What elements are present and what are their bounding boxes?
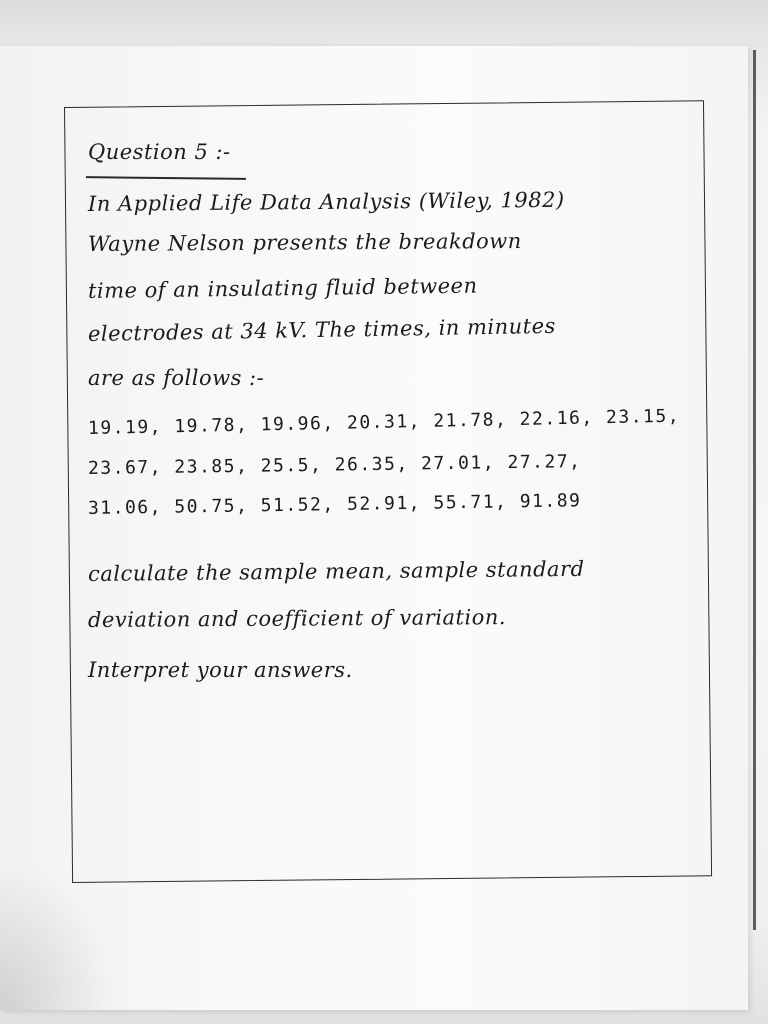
statement-line-5: are as follows :- bbox=[88, 366, 265, 390]
statement-line-2: Wayne Nelson presents the breakdown bbox=[87, 228, 522, 256]
data-values-line-1: 19.19, 19.78, 19.96, 20.31, 21.78, 22.16, 23.15, bbox=[87, 405, 681, 439]
statement-line-1: In Applied Life Data Analysis (Wiley, 1982) bbox=[87, 187, 565, 216]
statement-line-4: electrodes at 34 kV. The times, in minutes bbox=[87, 313, 557, 346]
sheet-edge-line bbox=[753, 50, 756, 930]
statement-line-3: time of an insulating fluid between bbox=[87, 273, 478, 303]
task-line-2: deviation and coefficient of variation. bbox=[87, 605, 507, 632]
question-heading: Question 5 :- bbox=[88, 140, 231, 164]
data-values-line-2: 23.67, 23.85, 25.5, 26.35, 27.01, 27.27, bbox=[87, 451, 582, 479]
task-line-3: Interpret your answers. bbox=[88, 658, 353, 682]
data-values-line-3: 31.06, 50.75, 51.52, 52.91, 55.71, 91.89 bbox=[87, 490, 582, 519]
task-line-1: calculate the sample mean, sample standard bbox=[87, 556, 585, 586]
page-border-frame bbox=[64, 100, 712, 883]
